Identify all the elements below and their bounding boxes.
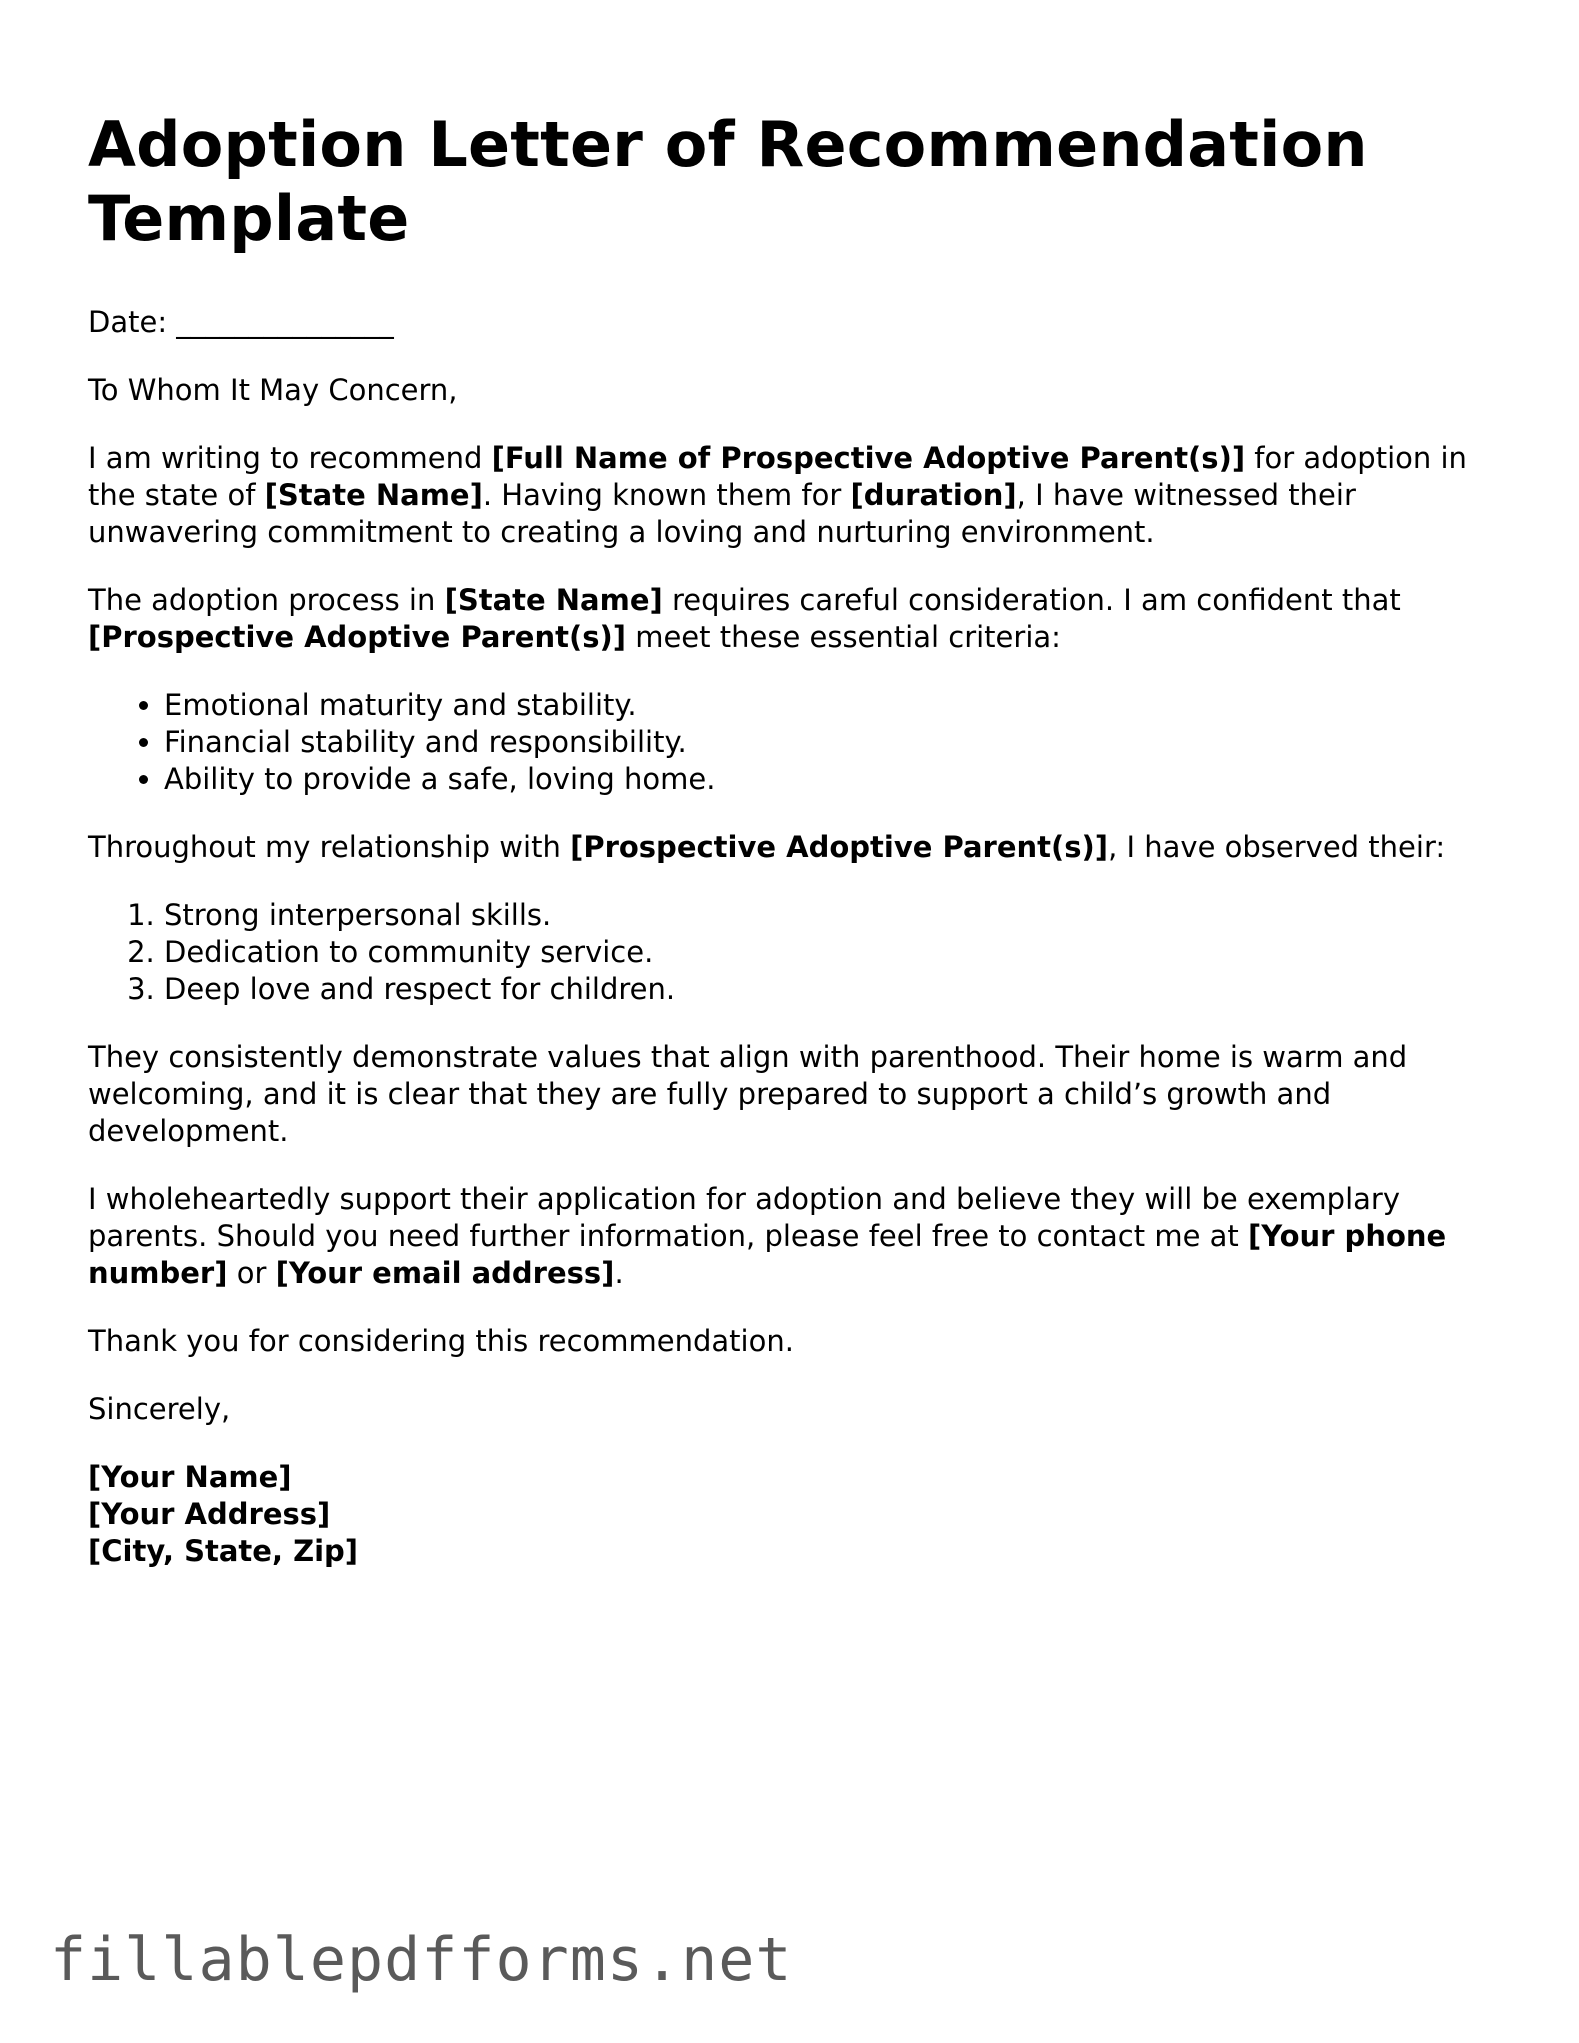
state-name-placeholder: [State Name] (444, 583, 663, 617)
support-text-3: . (614, 1256, 624, 1290)
phone-placeholder: [Your phone number] (88, 1219, 1447, 1290)
watermark: fillablepdfforms.net (50, 1925, 793, 1995)
date-line: Date: _______________ (88, 305, 394, 339)
parents-placeholder: [Prospective Adoptive Parent(s)] (88, 620, 626, 654)
support-text-1: I wholeheartedly support their application for adoption and believe they will be exemplary parents. Should you need further information, please feel free to contact me at (88, 1182, 1400, 1253)
list-item: • Ability to provide a safe, loving home. (164, 761, 1508, 798)
list-item: 3. Deep love and respect for children. (164, 971, 1508, 1008)
qualities-list (88, 897, 1508, 1008)
support-paragraph (88, 1181, 1508, 1292)
thanks-line: Thank you for considering this recommendation. (88, 1324, 794, 1358)
signature-block (88, 1459, 1508, 1570)
criteria-list (88, 687, 1508, 798)
letter-page (88, 108, 1508, 1601)
intro-text-4: , I have witnessed their unwavering commitment to creating a loving and nurturing environment. (88, 478, 1356, 549)
email-placeholder: [Your email address] (275, 1256, 615, 1290)
signature-city-state-zip: [City, State, Zip] (88, 1534, 359, 1568)
values-paragraph: They consistently demonstrate values that align with parenthood. Their home is warm and welcoming, and it is clear that they are fully prepared to support a child’s growth and development. (88, 1040, 1408, 1148)
intro-text-2: for adoption in the state of (88, 441, 1467, 512)
intro-paragraph (88, 440, 1508, 551)
observed-text-2: , I have observed their: (1108, 830, 1446, 864)
process-text-1: The adoption process in (88, 583, 445, 617)
page-title: Adoption Letter of Recommendation Template (88, 108, 1368, 255)
intro-text-3: . Having known them for (482, 478, 851, 512)
parents-placeholder: [Prospective Adoptive Parent(s)] (570, 830, 1109, 864)
signature-address: [Your Address] (88, 1497, 331, 1531)
duration-placeholder: [duration] (850, 478, 1017, 512)
intro-text-1: I am writing to recommend (88, 441, 492, 475)
observed-text-1: Throughout my relationship with (88, 830, 571, 864)
process-paragraph (88, 582, 1508, 656)
support-text-2: or (227, 1256, 276, 1290)
parent-full-name-placeholder: [Full Name of Prospective Adoptive Parent(s)] (491, 441, 1246, 475)
closing-line: Sincerely, (88, 1392, 231, 1426)
list-item: • Emotional maturity and stability. (164, 687, 1508, 724)
list-item: • Financial stability and responsibility. (164, 724, 1508, 761)
observed-paragraph (88, 829, 1508, 866)
list-item: 1. Strong interpersonal skills. (164, 897, 1508, 934)
signature-name: [Your Name] (88, 1460, 292, 1494)
list-item: 2. Dedication to community service. (164, 934, 1508, 971)
state-name-placeholder: [State Name] (264, 478, 483, 512)
process-text-2: requires careful consideration. I am confident that (662, 583, 1401, 617)
process-text-3: meet these essential criteria: (626, 620, 1061, 654)
salutation: To Whom It May Concern, (88, 373, 458, 407)
